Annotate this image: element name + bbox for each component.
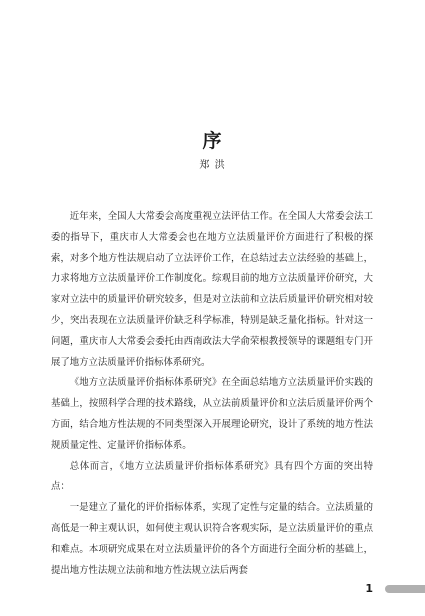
author-name: 郑 洪 xyxy=(199,160,226,171)
paragraph: 总体而言，《地方立法质量评价指标体系研究》具有四个方面的突出特点： xyxy=(51,460,373,493)
page-edge-tab xyxy=(385,585,425,593)
preface-title: 序 xyxy=(202,130,223,152)
paragraph: 一是建立了量化的评价指标体系，实现了定性与定量的结合。立法质量的高低是一种主观认识，如何使主观认识符合客观实际，是立法质量评价的重点和难点。本项研究成果在对立法质量评价的各个方面进行全面分析的基础上，提出地方性法规立法前和地方性法规立法后两套 xyxy=(51,502,373,576)
paragraph: 近年来，全国人大常委会高度重视立法评估工作。在全国人大常委会法工委的指导下，重庆市人大常委会也在地方立法质量评价方面进行了积极的探索，对多个地方性法规启动了立法评价工作，在总结过去立法经验的基础上，力求将地方立法质量评价工作制度化。综观目前的地方立法质量评价研究，大家对立法中的质量评价研究较多，但是对立法前和立法后质量评价研究相对较少，突出表现在立法质量评价缺乏科学标准，特别是缺乏量化指标。针对这一问题，重庆市人大常委会委托由西南政法大学俞荣根教授领导的课题组专门开展了地方立法质量评价指标体系研究。 xyxy=(51,211,373,368)
body-text xyxy=(51,207,373,581)
paragraph: 《地方立法质量评价指标体系研究》在全面总结地方立法质量评价实践的基础上，按照科学合理的技术路线，从立法前质量评价和立法后质量评价两个方面，结合地方性法规的不同类型深入开展理论研究，设计了系统的地方性法规质量定性、定量评价指标体系。 xyxy=(51,377,373,451)
page-number: 1 xyxy=(365,582,373,595)
